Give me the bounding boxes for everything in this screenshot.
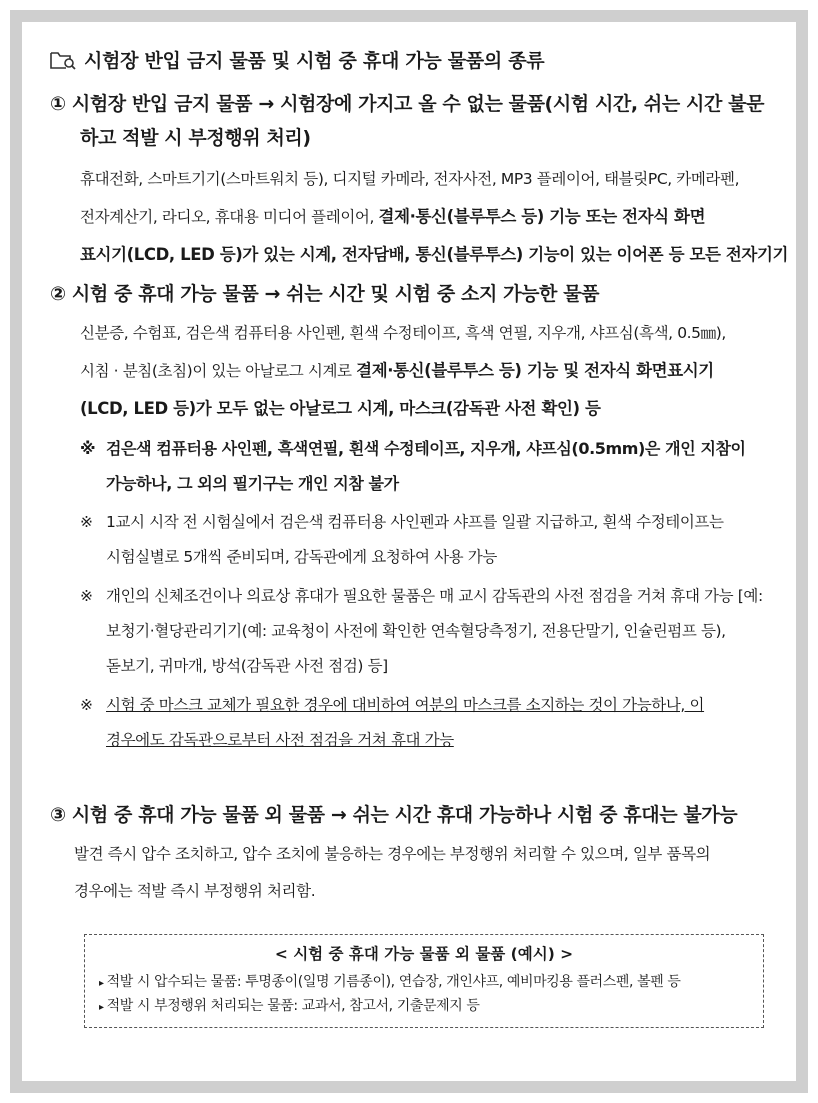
section1-body-line2-normal: 전자계산기, 라디오, 휴대용 미디어 플레이어, xyxy=(80,208,379,226)
example-title: < 시험 중 휴대 가능 물품 외 물품 (예시) > xyxy=(274,945,574,963)
note4-line1: 시험 중 마스크 교체가 필요한 경우에 대비하여 여분의 마스크를 소지하는 것이 가능하나, 이 xyxy=(106,696,705,714)
section2-body-line1: 신분증, 수험표, 검은색 컴퓨터용 사인펜, 흰색 수정테이프, 흑색 연필, 지우개, 샤프심(흑색, 0.5㎜), xyxy=(80,324,726,342)
note2-line1: 1교시 시작 전 시험실에서 검은색 컴퓨터용 사인펜과 샤프를 일괄 지급하고, 흰색 수정테이프는 xyxy=(106,513,724,531)
note-personal-supplies xyxy=(50,431,810,501)
folder-search-icon xyxy=(50,50,76,70)
section1-heading-line1: ① 시험장 반입 금지 물품 → 시험장에 가지고 올 수 없는 물품(시험 시간, 쉬는 시간 불문 xyxy=(50,93,765,115)
section3-body-line1: 발견 즉시 압수 조치하고, 압수 조치에 불응하는 경우에는 부정행위 처리할 수 있으며, 일부 품목의 xyxy=(74,845,711,863)
document-frame xyxy=(10,10,808,1093)
section1-heading xyxy=(50,87,810,155)
section2-body xyxy=(50,315,810,427)
note1-line2: 가능하나, 그 외의 필기구는 개인 지참 불가 xyxy=(106,474,399,493)
note-mark: ※ xyxy=(80,439,96,458)
page-title: 시험장 반입 금지 물품 및 시험 중 휴대 가능 물품의 종류 xyxy=(84,50,545,72)
note-mask xyxy=(50,688,810,758)
note3-line2: 보청기·혈당관리기기(예: 교육청이 사전에 확인한 연속혈당측정기, 전용단말기, 인슐린펌프 등), xyxy=(106,622,726,640)
example-line1 xyxy=(99,971,749,995)
section3-heading: ③ 시험 중 휴대 가능 물품 외 물품 → 쉬는 시간 휴대 가능하나 시험 중 휴대는 불가능 xyxy=(50,804,738,826)
section2-heading: ② 시험 중 휴대 가능 물품 → 쉬는 시간 및 시험 중 소지 가능한 물품 xyxy=(50,283,600,305)
section2-body-line3: (LCD, LED 등)가 모두 없는 아날로그 시계, 마스크(감독관 사전 확인) 등 xyxy=(80,399,601,418)
bullet-icon: ▸ xyxy=(99,978,104,989)
section1-body-line3: 표시기(LCD, LED 등)가 있는 시계, 전자담배, 통신(블루투스) 기능이 있는 이어폰 등 모든 전자기기 xyxy=(80,245,789,264)
note-mark: ※ xyxy=(80,513,93,531)
note3-line1: 개인의 신체조건이나 의료상 휴대가 필요한 물품은 매 교시 감독관의 사전 점검을 거쳐 휴대 가능 [예: xyxy=(106,587,763,605)
example-line2 xyxy=(99,995,749,1019)
section1-heading-line2: 하고 적발 시 부정행위 처리) xyxy=(80,127,311,149)
note-supplied-items xyxy=(50,505,810,575)
title-row xyxy=(50,46,810,73)
note-medical-items xyxy=(50,579,810,684)
note4-line2: 경우에도 감독관으로부터 사전 점검을 거쳐 휴대 가능 xyxy=(106,731,454,749)
example-line1-text: 적발 시 압수되는 물품: 투명종이(일명 기름종이), 연습장, 개인샤프, 예비마킹용 플러스펜, 볼펜 등 xyxy=(106,974,681,990)
example-line2-text: 적발 시 부정행위 처리되는 물품: 교과서, 참고서, 기출문제지 등 xyxy=(106,998,480,1014)
section1-body-line2 xyxy=(80,198,810,236)
note-mark: ※ xyxy=(80,587,93,605)
section3-body xyxy=(50,836,810,910)
section2-body-line2-bold: 결제·통신(블루투스 등) 기능 및 전자식 화면표시기 xyxy=(356,361,714,380)
note2-line2: 시험실별로 5개씩 준비되며, 감독관에게 요청하여 사용 가능 xyxy=(106,548,497,566)
note3-line3: 돋보기, 귀마개, 방석(감독관 사전 점검) 등] xyxy=(106,657,388,675)
section1-body-line2-bold: 결제·통신(블루투스 등) 기능 또는 전자식 화면 xyxy=(378,207,706,226)
section2-body-line2-normal: 시침 · 분침(초침)이 있는 아날로그 시계로 xyxy=(80,362,357,380)
section1-body xyxy=(50,161,810,273)
bullet-icon: ▸ xyxy=(99,1002,104,1013)
example-box xyxy=(84,934,764,1028)
section2-body-line2 xyxy=(80,352,810,390)
note-mark: ※ xyxy=(80,696,93,714)
section3-body-line2: 경우에는 적발 즉시 부정행위 처리함. xyxy=(74,882,316,900)
document-content xyxy=(50,46,810,1028)
note1-line1: 검은색 컴퓨터용 사인펜, 흑색연필, 흰색 수정테이프, 지우개, 샤프심(0.5mm)은 개인 지참이 xyxy=(106,439,746,458)
section1-body-line1: 휴대전화, 스마트기기(스마트워치 등), 디지털 카메라, 전자사전, MP3 플레이어, 태블릿PC, 카메라펜, xyxy=(80,170,740,188)
